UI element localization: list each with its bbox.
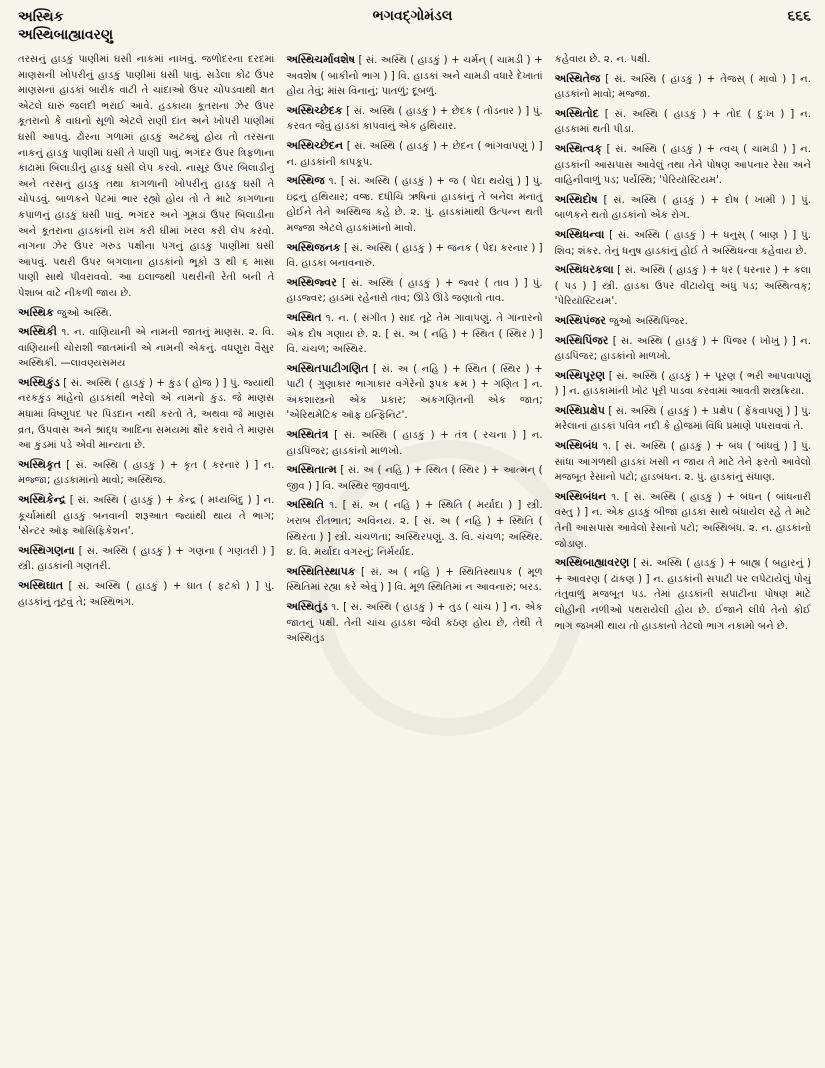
entry-headword: અસ્થિતંત્ર [286, 428, 329, 442]
dictionary-entry [286, 138, 542, 170]
dictionary-entry [555, 489, 811, 552]
entry-headword: અસ્થિધરકલા [554, 263, 614, 277]
dictionary-entry [286, 173, 542, 236]
dictionary-entry [286, 599, 542, 647]
entry-headword: અસ્થિકી [18, 325, 57, 339]
entry-headword: અસ્થિતપાટીગણિત [286, 361, 369, 375]
dictionary-entry [18, 578, 274, 610]
entry-definition: [ સં. અસ્થિ ( હાડકું ) + છેદન ( ભાંગવાપણું ) ] ન. હાડકાંની કાપકૂપ. [286, 140, 543, 168]
entry-definition: જુઓ અસ્થિપિંજર. [605, 315, 688, 327]
entry-headword: અસ્થિધન્વા [554, 227, 605, 241]
dictionary-entry [555, 403, 811, 435]
dictionary-entry [286, 103, 542, 135]
entry-definition: ૧. [ સં. અસ્થિ ( હાડકું ) + બંધન ( બાંધનારી વસ્તુ ) ] ન. એક હાડકું બીજા હાડકા સાથે બંધાયેલ રહે તે માટે તેની આસપાસ આવેલો રેસાનો પટો; અસ્થિબંધ. ૨. ન. હાડકાંનો જોડાણ. [554, 491, 811, 550]
dictionary-entry [286, 275, 542, 307]
dictionary-entry [555, 262, 811, 310]
dictionary-entry [555, 52, 811, 68]
entry-definition: [ સં. અસ્થિ ( હાડકું ) + કૃત ( કરનાર ) ] ન. મજ્જા; હાડકામાંનો માવો; અસ્થિજ. [18, 459, 275, 487]
entry-headword: અસ્થિબંધ [554, 439, 599, 453]
dictionary-entry [286, 497, 542, 560]
entry-definition: [ સં. અસ્થિ ( હાડકું ) + કુંડ ( હોજ ) ] પું. જ્યાંથી નરકકુંડ માંહેનો હાડકાંથી ભરેલો એ નામનો કુંડ. જે માણસ મધામાં વિષ્ણુપદ પર પિંડદાન નથી કરતો તે, અથવા જે માણસ વ્રત, ઉપવાસ અને શ્રાદ્ધ આદિના સમયમાં ક્ષૌર કરાવે તે માણસ આ કુંડમાં પડે એવી માન્યતા છે. [18, 377, 275, 452]
dictionary-entry [286, 427, 542, 459]
entry-headword: અસ્થિચર્માવશેષ [286, 53, 356, 66]
entry-definition: [ સં. અસ્થિ ( હાડકું ) + દોષ ( ખામી ) ] પું. બાળકને થતો હાડકાંનો એક રોગ. [554, 194, 811, 222]
entry-headword: અસ્થિત્વક્ [554, 141, 602, 155]
entry-headword: અસ્થિતાત્મ [286, 463, 337, 477]
entry-definition: [ સં. અસ્થિ ( હાડકું ) + પ્રક્ષેપ ( ફેંકવાપણું ) ] પું. મરેલાનાં હાડકાં પવિત્ર નદી કે હોજમાં વિધિ પ્રમાણે પધરાવવાં તે. [554, 405, 811, 433]
entry-definition: [ સં. અસ્થિ ( હાડકું ) + છેદક ( તોડનાર ) ] પું. કરવત જેવું હાડકાં કાપવાનું એક હથિયાર. [286, 105, 543, 133]
entry-headword: અસ્થિબાહ્યાવરણ [554, 556, 630, 570]
entry-headword: અસ્થિચ્છેદન [286, 138, 344, 152]
entry-definition: [ સં. અસ્થિ ( હાડકું ) + બાહ્ય ( બહારનું ) + આવરણ ( ઢાંકણ ) ] ન. હાડકાંની સપાટી પર લપેટાયેલું પોચું તંતુવાળું મજબૂત પડ. તેમાં હાડકાંની સપાટીના પોષણ માટે લોહીની નળીઓ પથરાયેલી હોય છે. ઈજાને લીધે તેનો કોઈ ભાગ જખમી થાય તો હાડકાનો તેટલો ભાગ નકામો બને છે. [554, 558, 811, 632]
entry-headword: અસ્થિત [286, 310, 322, 324]
dictionary-entry [555, 555, 811, 634]
dictionary-entry [286, 462, 542, 494]
entry-headword: અસ્થિબંધન [554, 489, 607, 503]
dictionary-entry [286, 361, 542, 424]
entry-headword: અસ્થિતિ [286, 498, 325, 512]
entry-headword: અસ્થિજનક [286, 240, 341, 254]
entry-headword: અસ્થિકુંડ [18, 375, 60, 389]
entry-headword: અસ્થિપ્રક્ષેપ [554, 403, 605, 417]
entry-headword: અસ્થિચ્છેદક [286, 103, 343, 117]
dictionary-entry [18, 52, 274, 302]
dictionary-entry [286, 310, 542, 358]
entry-definition: [ સં. અસ્થિ ( હાડકું ) + ગણના ( ગણતરી ) ] સ્ત્રી. હાડકાંની ગણતરી. [18, 545, 275, 573]
entry-definition: [ સં. અસ્થિ ( હાડકું ) + ચર્મન્ ( ચામડી ) + અવશેષ ( બાકીનો ભાગ ) ] વિ. હાડકાં અને ચામડી વધારે દેખાતાં હોય તેવું; માંસ વિનાનું; પાતળું; દૂબળું. [286, 55, 543, 98]
entry-definition: ૧. ન. ( સંગીત ) સાદ તૂટે તેમ ગાવાપણું. તે ગાનારનો એક દોષ ગણાય છે. ૨. [ સં. અ ( નહિ ) + સ્થિત ( સ્થિર ) ] વિ. ચંચળ; અસ્થિર. [286, 312, 543, 356]
entry-definition: [ સં. અસ્થિ ( હાડકું ) + જનક ( પેદા કરનાર ) ] વિ. હાડકાં બનાવનારું. [286, 242, 543, 270]
entry-definition: ૧. [ સં. અસ્થિ ( હાડકું ) + બંધ ( બાંધવું ) ] પું. સાંધા આગળથી હાડકાં ખસી ન જાય તે માટે તેને ફરતો આવેલો મજબૂત રેસાનો પટો; હાડબંધન. ૨. પું. હાડકાંનું સંધાણ. [554, 441, 811, 484]
entry-definition: [ સં. અ ( નહિ ) + સ્થિત ( સ્થિર ) + આત્મન્ ( જીવ ) ] વિ. અસ્થિર જીવવાળું. [286, 465, 543, 492]
dictionary-entry [555, 368, 811, 400]
entry-definition: ૧. ન. વાણિયાની એ નામની જાતનું માણસ. ૨. વિ. વાણિયાની ચોરાશી જાતમાંની એ નામની એકનું. વધણુરા વૈસુર અસ્થિકી. —લાવણ્યસમય [18, 327, 275, 370]
dictionary-entry [555, 106, 811, 138]
dictionary-entry [555, 141, 811, 189]
entry-headword: અસ્થિપૂરણ [554, 368, 606, 382]
dictionary-entry [555, 71, 811, 103]
entry-definition: [ સં. અ ( નહિ ) + સ્થિતિસ્થાપક ( મૂળ સ્થિતિમાં રહ્યા કરે એવું ) ] વિ. મૂળ સ્થિતિમાં ન આવનારું; બરડ. [286, 566, 543, 594]
entry-headword: અસ્થિજ્વર [286, 275, 337, 289]
dictionary-entry [18, 375, 274, 454]
entry-headword: અસ્થિપિંજર [554, 333, 609, 347]
page-title: ભગવદ્ગોમંડલ [372, 8, 453, 24]
entry-definition: જુઓ અસ્થિ. [53, 307, 112, 319]
guide-words [18, 8, 113, 44]
entry-headword: અસ્થિદોષ [554, 192, 598, 206]
entry-headword: અસ્થિઘાત [18, 579, 64, 592]
column-middle [286, 52, 542, 1057]
entry-definition: [ સં. અસ્થિ ( હાડકું ) + પૂરણ ( ભરી આપવાપણું ) ] ન. હાડકામાંની ખોટ પૂરી પાડવા કરવામાં આવતી શસ્ત્રક્રિયા. [554, 370, 811, 398]
entry-definition: [ સં. અસ્થિ ( હાડકું ) + તોદ ( દુઃખ ) ] ન. હાડકામાં થતી પીડા. [554, 108, 811, 136]
entry-definition: [ સં. અસ્થિ ( હાડકું ) + જ્વર ( તાવ ) ] પું. હાડજ્વર; હાડમાં રહેનારો તાવ; ઊંડે ઊંડે જણાતો તાવ. [286, 277, 543, 305]
dictionary-entry [555, 333, 811, 365]
entry-headword: અસ્થિતોદ [554, 106, 599, 120]
dictionary-entry [286, 564, 542, 596]
entry-definition: ૧. [ સં. અ ( નહિ ) + સ્થિતિ ( મર્યાદા ) ] સ્ત્રી. ખરાબ રીતભાત; અવિનય. ૨. [ સં. અ ( નહિ ) + સ્થિતિ ( સ્થિરતા ) ] સ્ત્રી. ચંચળતા; અસ્થિરપણું. ૩. વિ. ચંચળ; અસ્થિર. ૪. વિ. મર્યાદા વગરનું; નિર્મર્યાદ. [286, 500, 543, 559]
entry-definition: તરસનું હાડકું પાણીમાં ઘસી નાકમાં નાખવું. જળોદરના દરદમાં માણસની ખોપરીનું હાડકું પાણીમાં ઘસી પાવું. સડેલા કોઢ ઉપર માણસનાં હાડકાં બારીક વાટી તે ચાંદાઓ ઉપર ચોપડવાથી ક્ષત એટલે ઘારું જલદી ભરાઈ આવે. હડકાયા કૂતરાના ઝેર ઉપર કૂતરાનો કે વાઘનો સૂળો એટલે રાણી દાંત અને ખોપરી પાણીમાં ઘસી આપવું. ઢોરના ગળામાં હાડકું અટક્યું હોય તો તરસના નાકનું હાડકું પાણીમાં ઘસી તે પાણી પાવું. ભગંદર ઉપર ત્રિફળાના કાઢામાં બિલાડીનું હાડકું ઘસી લેપ કરવો. નાસૂર ઉપર બિલાડીનું અને તરસનું હાડકું તથા કાગળાની ખોપરીનું હાડકું ઘસી તે ચોપડવું. બાળકને પેટમાં ભાર રહ્યો હોય તો તે માટે કાગળાના કપાળનું હાડકું ઘસી પાવું. ભગંદર અને ગૂમડાં ઉપર બિલાડીના અને કૂતરાના હાડકાંની રાખ કરી ઘીમાં ખરલ કરી લેપ કરવો. નાગના ઝેર ઉપર ગરુડ પક્ષીના પગનું હાડકું પાણીમાં ઘસી આપવું. પથરી ઉપર બગલાના હાડકાંનો ભૂકો ૩ થી ૬ માસા પાણી સાથે પીવરાવવો. આ ઇલાજથી પથરીની રેતી બની તે પેશાબ વાટે નીકળી જાય છે. [18, 54, 275, 299]
dictionary-entry [18, 492, 274, 540]
entry-definition: [ સં. અસ્થિ ( હાડકું ) + તંત્ર ( રચના ) ] ન. હાડપિંજર; હાડકાંનો માળખો. [286, 430, 543, 457]
entry-definition: [ સં. અસ્થિ ( હાડકું ) + ધનુસ્ ( બાણ ) ] પું. શિવ; શંકર. તેનું ધનુષ હાડકાંનું હોઈ તે અસ્થિધન્વા કહેવાય છે. [554, 229, 811, 257]
dictionary-entry [555, 192, 811, 224]
dictionary-entry [555, 438, 811, 486]
column-left [18, 52, 274, 1057]
dictionary-entry [286, 240, 542, 272]
entry-definition: [ સં. અસ્થિ ( હાડકું ) + ત્વચ્ ( ચામડી ) ] ન. હાડકાંની આસપાસ આવેલું તથા તેને પોષણ આપનાર રેસા અને વાહિનીવાળું પડ; પર્યસ્થિ; 'પેરિયૉસ્ટિયમ'. [554, 143, 811, 187]
entry-headword: અસ્થિકૃત [18, 457, 62, 471]
guide-word-first: અસ્થિક [18, 9, 64, 25]
page-header [18, 8, 811, 52]
entry-definition: [ સં. અસ્થિ ( હાડકું ) + ધર ( ધરનાર ) + કલા ( પડ ) ] સ્ત્રી. હાડકા ઉપર વીંટાયેલું અંધું પડ; અસ્થિત્વક્; 'પેરિયૉસ્ટિયમ'. [554, 265, 811, 308]
entry-headword: અસ્થિગણના [18, 543, 75, 557]
entry-headword: અસ્થિતિસ્થાપક [286, 564, 356, 578]
dictionary-entry [18, 324, 274, 372]
column-right [555, 52, 811, 1057]
guide-word-last: અસ્થિબાહ્યાવરણુ [18, 27, 114, 43]
entry-columns [18, 52, 811, 1057]
entry-headword: અસ્થિપંજર [554, 313, 606, 327]
entry-definition: [ સં. અસ્થિ ( હાડકું ) + પિંજર ( ખોખું ) ] ન. હાડપિંજર; હાડકાંનો માળખો. [554, 335, 811, 363]
entry-definition: [ સં. અસ્થિ ( હાડકું ) + તેજસ્ ( માવો ) ] ન. હાડકાંનો માવો; મજ્જા. [554, 73, 811, 101]
dictionary-entry [555, 227, 811, 259]
entry-definition: ૧. [ સં. અસ્થિ ( હાડકું ) + તુંડ ( ચાંચ ) ] ન. એક જાતનું પક્ષી. તેની ચાંચ હાડકા જેવી કઠણ હોય છે, તેથી તે અસ્થિતુંડ [286, 602, 543, 645]
entry-definition: ૧. [ સં. અસ્થિ ( હાડકું ) + જ ( પેદા થયેલું ) ] પું. ઇંદ્રનું હથિયાર; વજ્ર. દધીચિ ઋષિનાં હાડકાંનું તે બનેલ મનાતું હોઈને તેને અસ્થિજ કહે છે. ૨. પું. હાડકાંમાંથી ઉત્પન્ન થતી મજ્જા એટલે હાડકાંમાંનો માવો. [286, 176, 543, 234]
entry-definition: કહેવાય છે. ૨. ન. પક્ષી. [554, 54, 651, 65]
entry-headword: અસ્થિતુંડ [286, 600, 328, 613]
entry-definition: [ સં. અસ્થિ ( હાડકું ) + કેન્દ્ર ( મધ્યબિંદુ ) ] ન. કૂર્ચામાંથી હાડકું બનવાની શરૂઆત જ્યાંથી થાય તે ભાગ; 'સેન્ટર ઑફ ઑસિફિકેશન'. [18, 495, 275, 538]
entry-definition: [ સં. અ ( નહિ ) + સ્થિત ( સ્થિર ) + પાટી ( ગુણાકાર ભાગાકાર વગેરેનો રૂપક ક્રમ ) + ગણિત ] ન. અંકશાસ્ત્રનો એક પ્રકાર; અંકગણિતની એક જાત; 'એરિથમેટિક ઑફ ઇન્ફિનિટ'. [286, 363, 543, 422]
entry-headword: અસ્થિક [18, 305, 54, 319]
entry-headword: અસ્થિતેજ [554, 71, 601, 85]
dictionary-entry [18, 457, 274, 489]
dictionary-entry [555, 313, 811, 330]
page-number: ૬૬૬ [787, 8, 811, 24]
entry-headword: અસ્થિજ [286, 174, 325, 188]
dictionary-entry [18, 543, 274, 575]
dictionary-entry [286, 52, 542, 100]
entry-headword: અસ્થિકેન્દ્ર [18, 493, 66, 507]
dictionary-entry [18, 305, 274, 322]
entry-definition: [ સં. અસ્થિ ( હાડકું ) + ઘાત ( ફટકો ) ] પું. હાડકાંનું તૂટવું તે; અસ્થિભંગ. [18, 581, 275, 608]
